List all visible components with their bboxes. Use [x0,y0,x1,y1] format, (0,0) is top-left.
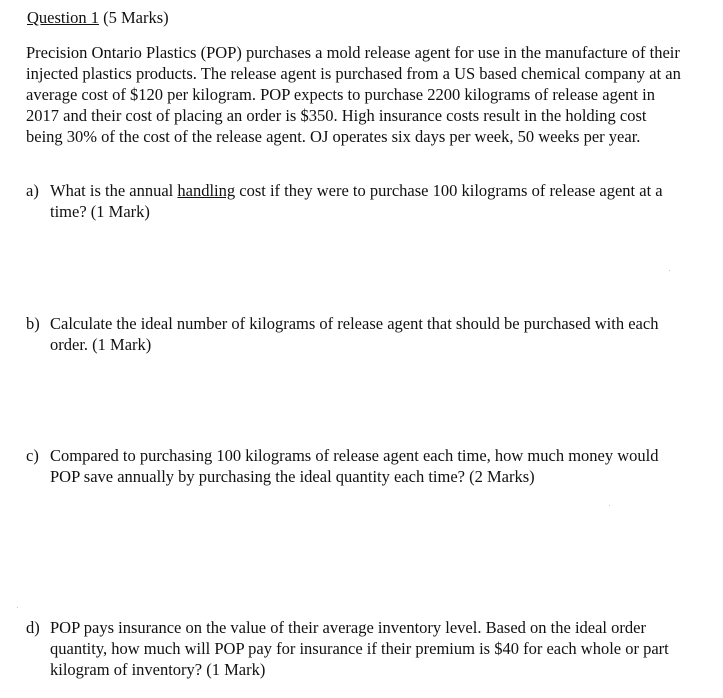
sub-question-text: POP pays insurance on the value of their average inventory level. Based on the ideal order quantity, how much will POP pay for insurance if their premium is $40 for each whole or part kilogram of inventory? (1 Mark) [50,618,669,679]
text-after: cost if they were to purchase 100 kilograms of release agent at a time? (1 Mark) [50,181,663,221]
sub-question-letter: d) [26,618,40,637]
sub-question-letter: b) [26,314,40,333]
sub-question-a [26,180,686,222]
underlined-word: handling [177,181,236,200]
question-label: Question 1 [27,8,99,27]
sub-question-d [26,617,686,680]
scan-speck [17,607,18,608]
question-marks: (5 Marks) [103,8,169,27]
scan-speck [669,270,670,271]
sub-question-text: Calculate the ideal number of kilograms of release agent that should be purchased with each order. (1 Mark) [50,314,659,354]
sub-question-letter: c) [26,446,39,465]
sub-question-text [50,180,686,222]
sub-question-b [26,313,686,355]
scan-speck [609,505,610,506]
sub-question-c [26,445,686,487]
sub-question-text: Compared to purchasing 100 kilograms of release agent each time, how much money would POP save annually by purchasing the ideal quantity each time? (2 Marks) [50,446,659,486]
sub-question-letter: a) [26,181,39,200]
text-before: What is the annual [50,181,178,200]
question-heading [27,7,169,28]
question-intro: Precision Ontario Plastics (POP) purchases a mold release agent for use in the manufacture of their injected plastics products. The release agent is purchased from a US based chemical company at an average cost of $120 per kilogram. POP expects to purchase 2200 kilograms of release agent in 2017 and their cost of placing an order is $350. High insurance costs result in the holding cost being 30% of the cost of the release agent. OJ operates six days per week, 50 weeks per year. [26,43,681,146]
